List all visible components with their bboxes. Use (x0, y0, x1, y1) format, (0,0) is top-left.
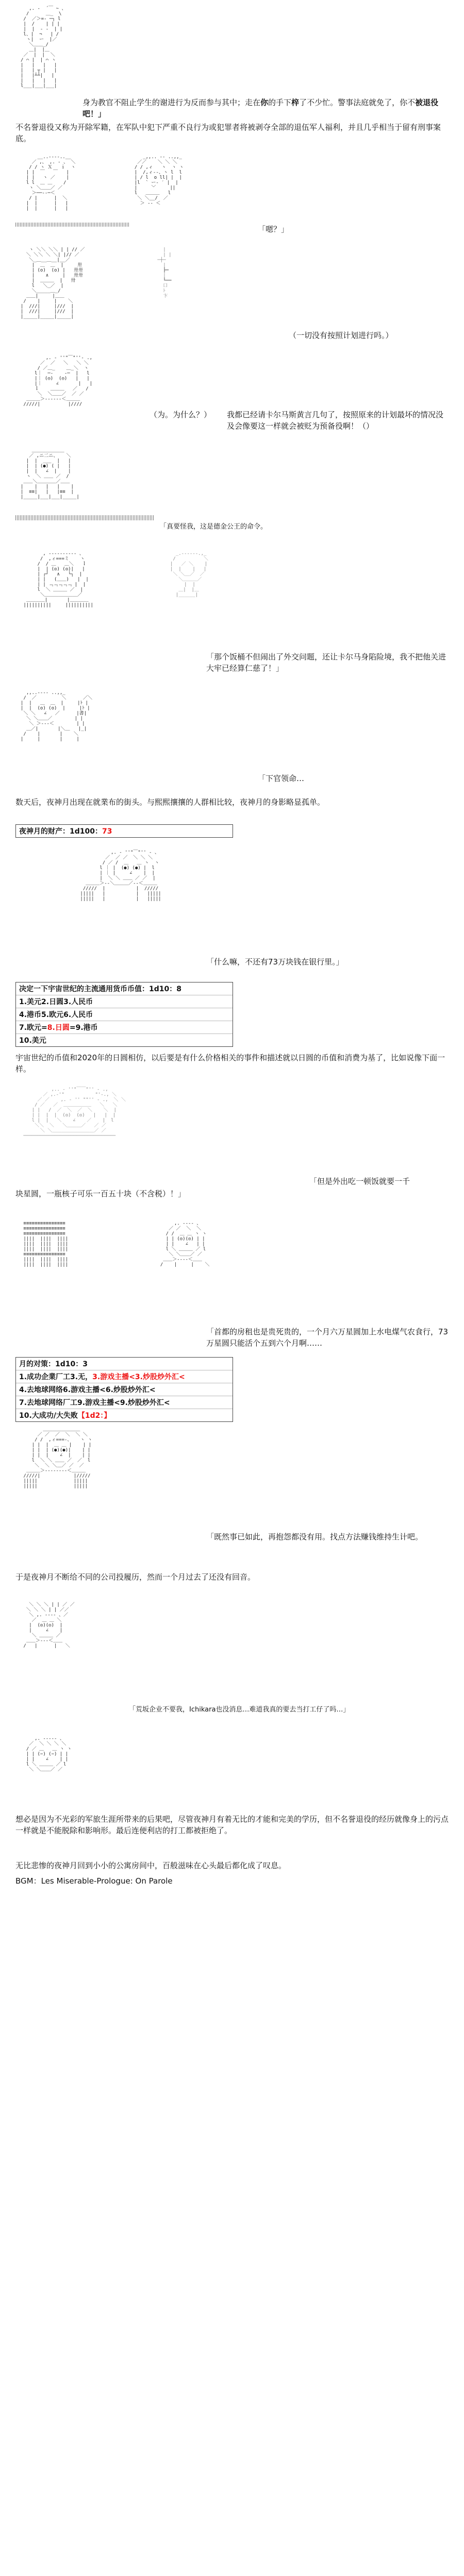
narration-resumes: 于是夜神月不断给不同的公司投履历，然而一个月过去了还没有回音。 (15, 1572, 256, 1582)
speech-rent-expensive: 「首都的房租也是贵死贵的，一个月六万星圆加上水电煤气农食行，73万星圆只能活个五到六个月啊…… (206, 1327, 449, 1348)
narration-why-more: 我都已经请卡尔马斯黄言几句了，按照原来的计划最坏的情况没及会像要这一样就会被贬为预备役啊！（） (227, 410, 444, 431)
ascii-art-officer: ヽ ＼＼ ＼＼ | | // ／ ＼ ＼＼ ＼ ＼| |// ／ ＼_＿__＿__|__／ | ＿ ＿ | 卅 | (o) (o) | 卅卅 | ∧ | 卅卅 | ＿＿＿ | 卅 l ＼_／ | ＼_____＿_/ ＿＿| |＿＿ / | | ＼ | ///| |/// | | ///| |/// | |_____|_____|_____| (21, 247, 85, 319)
wealth-roll-row (16, 825, 233, 837)
monthly-plan-roll-box (15, 1357, 233, 1422)
ascii-art-light-tired: ,. ‐‐‐‐‐ 、 ／ ＼ ＼ ＼ ＼ / ／ ＿ ＿ ヽ ヽ | | (−) (−) | | | | ∠ | | l ＼ ＿＿＿ ／ l ＼ ＼＿＿／ ／ (26, 1736, 72, 1772)
ascii-art-old-man: , ‐‐‐‐‐‐‐‐‐‐ 、 / ,ィ===ミ ヽ / / ＿ ＿＼ ｌ | | (◎) (◎)| | | ┌┘ ∧ └┐ | | | (＿＿) | | | | ﹃﹃﹃﹃﹃ | | l ＼ ＿＿＿ ／ | ＼＿＿＿＿＿＿＿／ ＿＿＿＿| |＿＿＿＿ |||||||||| |||||||||| (23, 551, 93, 608)
ascii-art-old-man-side: _.-‐‐‐‐-.,_ / ＼ | ／ ＼ | | | | | ＼ ＼＿／ ／ ＼＿＿＿／ | | ＿| |＿ |______| (170, 551, 209, 598)
narration-days-later: 数天后，夜神月出现在就業布的街头。与熙熙攘攘的人群相比较，夜神月的身影略显孤单。 (15, 798, 325, 807)
ascii-art-light-sad: ＼ ＼ ＼ | | ／ ／ ＼ ＼ ＼ | | ／／ ＼ ,. ‐‐‐‐ 、／ ／ ＿ ＿ ＼ | (◎)(◎) | | ∠ | ＼ ＿＿＿ ／ ＿＿＞‐‐‐＜＿＿ / | | ＼ (23, 1602, 75, 1649)
narration-cola: 块星圆，一瓶核子可乐一百五十块（不含税）！」 (15, 1189, 186, 1198)
plan-row-3: 7.去地球网络厂工9.游戏主播<9.炒股炒外汇< (16, 1396, 233, 1409)
speech-company-rejection: 「荒坂企业不要我，Ichikara也没消息…难道我真的要去当打工仔了吗…」 (129, 1706, 350, 1714)
narration-dishonor: 想必是因为不光彩的军旅生涯所带来的后果吧，尽管夜神月有着无比的才能和完美的学历，但不名誉退役的经历就像身上的污点一样就是不能脱除和影响形。最后连便利店的打工都被拒绝了。 (15, 1815, 449, 1835)
ascii-art-salute: ,,..‐‐‐‐ ..,,_ / ／ ＼ ／＼ | | ＿ ＿ | |ﾄ | | | (o) (o) | |ﾄ | ＼ ＼ ∠ ／ |書| ＼ ＼＿＿／ | | ＼ ＞‐‐‐＜ | | ＿／| |＼＿ |_| / | | ＼ | | | | (21, 690, 92, 742)
wealth-value: 73 (102, 827, 112, 836)
speech-bracket-close: ） (385, 331, 393, 340)
bgm-label: BGM：Les Miserable-Prologue: On Parole (15, 1876, 173, 1886)
ascii-art-two-figures: __..-‐‐-..__ ／ ,、 ,. ‐ 、 ＼ / / ヽ Ｘ ｉ ヽ | | ￣ ￣ | | | ヽ ／ | l l ＿ ＿ / ヽ ＼＿＿／ ／ ＞──‐‐─＜ / | | ＼ | | | | | | | | (26, 155, 76, 211)
currency-title: 决定一下宇宙世纪的主流通用货币币值：1d10：8 (19, 985, 181, 993)
narration-sigh: 无比悲惨的夜神月回到小小的公寓房间中，百般滋味在心头最后都化成了叹息。 (15, 1861, 287, 1870)
hatch-bottom-1 (15, 515, 155, 520)
ascii-art-light-determined: ＿＿＿＿＿＿＿＿ ／ ／ ／ ＼ ＼ ＼ / / ,ィ===‐、 ヽ ヽ | | | ＿ ＿ | | | | | | (●)(●)| | | | | | ∠ | | | l ＼ ＼ ＿＿ ／ ／ l ＼ ＼ ＼＿／ ／ ／ ＿＿＿＞‐‐‐‐‐‐‐‐＜＿＿＿ /////| |///// ||||| ||||| ||||| ||||| (23, 1427, 92, 1489)
speech-bracket-open: （ (289, 331, 297, 340)
speech-yes-sir: 「下官领命… (258, 774, 305, 783)
ascii-art-light-money: ,. ‐ ''"￣"'' ‐ 、 ／ ／ ／ ＼ ＼ ＼ / ／ / ＿ ＿ ヽ ヽ l ｜ | (●) (●) | l | ｜ | ∠ | | | ＼ ＼ ＿＿ ／ ／ | ＿＿＿＞‐‐＼＿＿＿／‐‐＜＿＿＿ ///// | | ///// ||||| | | ||||| ||||| | | ||||| (80, 850, 161, 902)
narration-blame: 身为教官不阻止学生的谢进行为反而参与其中；走在你的手下梓了不少忙。警事法庭就免了，你不被退役吧！」 (82, 98, 439, 118)
hatch-floor (15, 223, 129, 227)
currency-roll-box (15, 982, 233, 1047)
plan-row-2: 4.去地球网络6.游戏主播<6.炒股炒外汇< (16, 1383, 233, 1396)
speech-no-use-complaining: 「既然事已如此，再抱怨都没有用。找点方法赚钱维持生计吧。 (206, 1532, 423, 1541)
ascii-art-street: ,.. ‐ ''"￣￣"'' ‐ ., ／ ,.‐'" "'‐., ＼ ／ ／ ,. ‐ '' ""'' ‐ ., ＼ ＼ / ／ ／ ＿＿＿＿＿＿ ＼ ＼ | | / ／ ＼ ／ ＼ ＼ | | | | | (◎) (◎) | | | l | | ＼ ∠ ／ | l ＼＼ ＼ ＼＿＿＿／ ／ ／ ＼ ＼＿＿＿＿＿＿＿＿＿／ ／ ───────────────────────────────── (23, 1087, 126, 1139)
speech-not-my-fault: 「真要怪我，这是德金公王的命令。 (160, 523, 268, 531)
ascii-art-officer-side: | | | ─┼─ | ┣━ | ┗━━ 口 ﾄ 卞 (157, 247, 172, 299)
ascii-art-portrait-1: ,. ‐ ´￣ ~ 、 / ＿_ \ / ／＞=‐ ─┐ l | / | | | | | ‐ ‐ | | l、| ¬ | / ヽ| ー |／ ＼＿＿_/ ＿| |＿ ／ | | ＼ / ⌒ | | ⌒ ヽ | | | | | | ┬ | | | |┴┴| | | | | | l___|___|___| (21, 6, 67, 89)
speech-idiot: 「那个饭桶不但闹出了外交问题，还让卡尔马身陷险境，我不把他关进大牢已经算仁慈了！」 (206, 652, 446, 673)
plan-row-1: 1.成功企業厂工3.无，3.游戏主播<3.炒股炒外汇< (16, 1370, 233, 1383)
speech-meal-cost: 「但是外出吃一顿饭就要一千 (309, 1177, 410, 1186)
currency-row-3: 7.欧元=8.日圆=9.港币 (16, 1021, 233, 1033)
ascii-art-light-thinking: ,. ‐‐‐‐ 、 ／ ／ ＼ ＼ / / ＿ ＿ ヽ ヽ | | (◎)(◎) | | | | ∠ | | l ＼ ＿＿＿ ／ l ＼ ＼＿＿／ ／ ＿＿＞‐‐‐‐＜＿＿ / | | ＼ (160, 1221, 210, 1267)
narration-discharge: 不名誉退役又称为开除军籍，在军队中犯下严重不良行为或犯罪者将被剥夺全部的退伍军人福利，并且几乎相当于留有刑事案底。 (15, 123, 441, 143)
ascii-art-light-worried: ,. ‐ ''"￣"''‐ ., ／ ／ ＼ ＼ ＼ / ／＿_ ＿_＼ ヽ l｜ ─‐ ‐─ | l |｜ (◎) (◎) | | |｜ ∠ | | ｌ ＿＿＿ ／ / ＼ ＼＿＿／ ／ ／ ＿＿＿＞‐‐‐‐‐‐＜＿＿＿ /////| |//// (23, 355, 93, 407)
wealth-roll-box (15, 824, 233, 838)
speech-huh: 「嗯？」 (258, 225, 289, 234)
plan-title: 月的对策：1d10：3 (19, 1360, 88, 1368)
currency-row-4: 10.美元 (16, 1033, 233, 1046)
narration-why: （为。为什么？） (150, 410, 212, 419)
ascii-art-city-rent: ≡≡≡≡≡≡≡≡≡≡≡≡≡≡≡ ≡≡≡≡≡≡≡≡≡≡≡≡≡≡≡ ≡≡≡≡≡≡≡≡≡≡≡≡≡≡≡ |||| |||| |||| |||| |||| |||| |||| |||| |||| ≡≡≡≡≡≡≡≡≡≡≡≡≡≡≡ |||| |||| |||| |||| |||| |||| (23, 1221, 69, 1267)
wealth-label: 夜神月的财产：1d100： (19, 827, 102, 836)
ascii-art-figure-right: _,,.. ‐‐ ..,,_ ／／ ＼ ＼ ＼ / / ,ィ ヽ ヽ ヽ | /,ィ‐‐、ヽ l l | / l o ll| | | |l ` ー‐ ′ | | | ﹀ || l ＿＿＿ l ＼ ＼__/ ／ ＞ ‐‐ ＜ (134, 155, 184, 206)
narration-currency: 宇宙世纪的币值和2020年的日圆相仿，以后要是有什么价格相关的事件和描述就以日圆的币值和消费为基了，比如说像下面一样。 (15, 1053, 445, 1074)
plan-row-4: 10.大成功/大失败【1d2：】 (16, 1409, 233, 1421)
currency-row-2: 4.港币5.欧元6.人民币 (16, 1008, 233, 1021)
speech-still-73: 「什么嘛，不还有73万块钱在银行里。」 (206, 957, 344, 967)
currency-row-1: 1.美元2.日圆3.人民币 (16, 995, 233, 1008)
ascii-art-commander: ＿＿＿＿＿＿＿ ／ ,ニ二ニ、 ＼ | | ___ | | | | (●) ( | | | | ∠ | | ヽ ＼ ＿＿ ／ / ＿＿＼＿＿＿＿／＿＿ | | | | | | ≡≡| | |≡≡ | |_____|___|___|_____| (21, 448, 79, 500)
speech-planned: （一切没有按照计划进行吗。） (289, 331, 393, 340)
